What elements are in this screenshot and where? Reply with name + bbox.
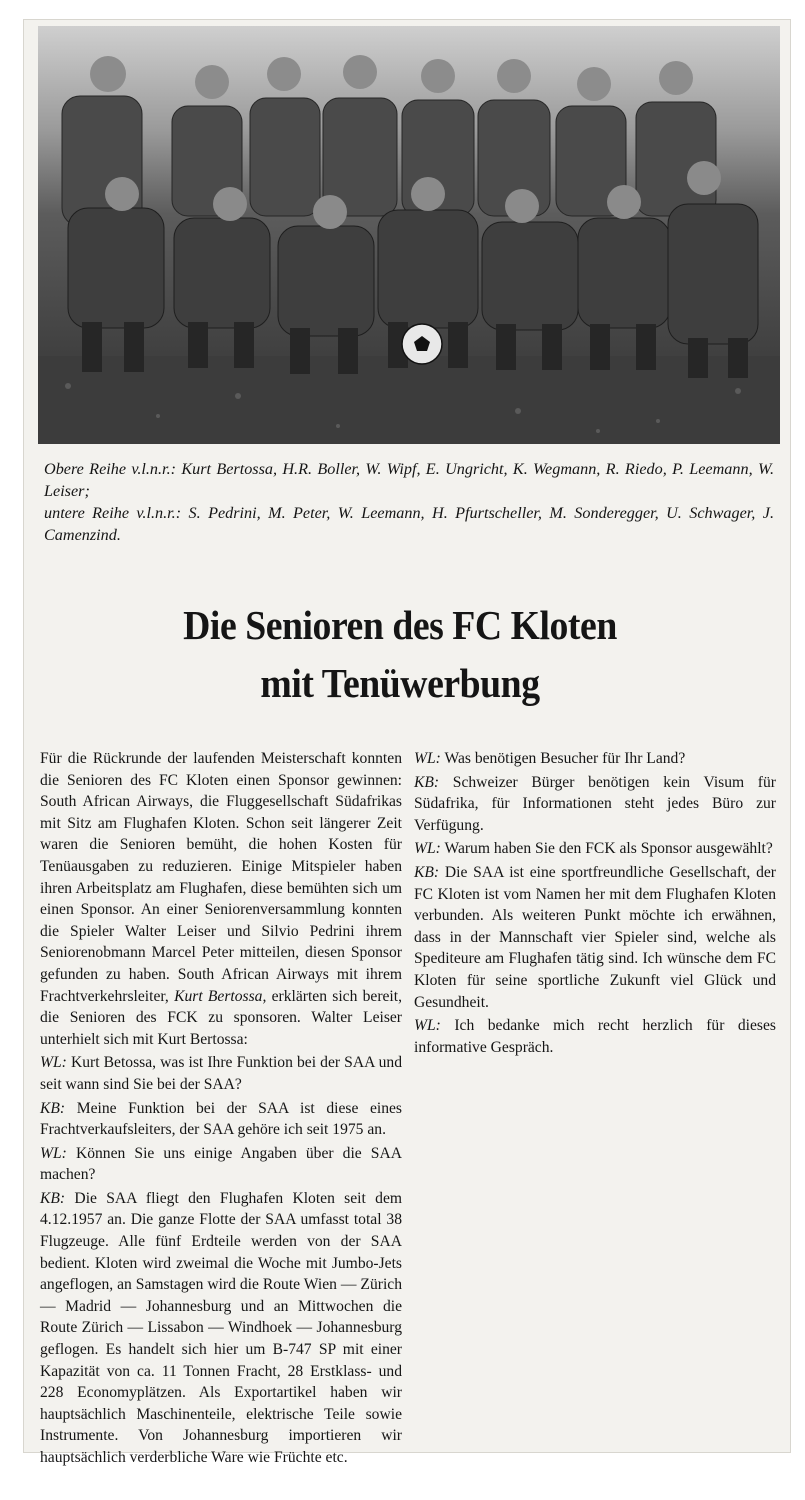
speaker-kb: KB: (414, 863, 440, 881)
article-column-right (414, 748, 776, 1060)
headline (69, 596, 731, 712)
question-text: Was benötigen Besucher für Ihr Land? (440, 750, 686, 767)
intro-paragraph (40, 748, 402, 1050)
answer-3 (414, 772, 776, 837)
headline-line-2: mit Tenüwerbung (260, 660, 540, 706)
caption-bottom-row: untere Reihe v.l.n.r.: S. Pedrini, M. Peter, W. Leemann, H. Pfurtscheller, M. Sonderegger, U. Schwager, J. Camenzind. (44, 504, 774, 544)
caption-top-row: Obere Reihe v.l.n.r.: Kurt Bertossa, H.R. Boller, W. Wipf, E. Ungricht, K. Wegmann, R. Riedo, P. Leemann, W. Leiser; (44, 460, 774, 500)
article-column-left (40, 748, 402, 1471)
answer-text: Schweizer Bürger benötigen kein Visum für Südafrika, für Informationen steht jedes Büro zur Verfügung. (414, 773, 776, 834)
question-text: Ich bedanke mich recht herzlich für dieses informative Gespräch. (414, 1017, 776, 1056)
speaker-wl: WL: (40, 1054, 67, 1072)
photo-caption (44, 458, 774, 546)
team-photo (38, 26, 780, 444)
answer-2 (40, 1188, 402, 1469)
question-3 (414, 748, 776, 770)
question-2 (40, 1143, 402, 1186)
answer-text: Die SAA fliegt den Flughafen Kloten seit dem 4.12.1957 an. Die ganze Flotte der SAA umfasst total 38 Flugzeuge. Alle fünf Erdteile werden von der SAA bedient. Kloten wird zweimal die Woche mit Jumbo-Jets angeflogen, an Samstagen wird die Route Wien — Zürich — Madrid — Johannesburg und an Mittwochen die Route Zürich — Lissabon — Windhoek — Johannesburg geflogen. Es handelt sich hier um B-747 SP mit einer Kapazität von ca. 11 Tonnen Fracht, 28 Erstklass- und 228 Economyplätzen. Als Exportartikel haben wir hauptsächlich Maschinenteile, elektrische Teile sowie Instrumente. Von Johannesburg importieren wir hauptsächlich verderbliche Ware wie Früchte etc. (40, 1189, 402, 1466)
speaker-kb: KB: (414, 773, 440, 791)
answer-1 (40, 1098, 402, 1141)
intro-name: Kurt Bertossa, (174, 987, 267, 1005)
answer-4 (414, 862, 776, 1013)
answer-text: Meine Funktion bei der SAA ist diese eines Frachtverkaufsleiters, der SAA gehöre ich seit 1975 an. (40, 1099, 402, 1139)
question-1 (40, 1052, 402, 1095)
speaker-kb: KB: (40, 1099, 66, 1117)
headline-line-1: Die Senioren des FC Kloten (183, 602, 617, 648)
intro-text: Für die Rückrunde der laufenden Meisterschaft konnten die Senioren des FC Kloten einen Sponsor gewinnen: South African Airways, die Fluggesellschaft Südafrikas mit Sitz am Flughafen Kloten. Schon seit längerer Zeit waren die Senioren bemüht, die hohen Kosten für Tenüausgaben zu reduzieren. Einige Mitspieler haben ihren Arbeitsplatz am Flughafen, diese bemühten sich um einen Sponsor. An einer Seniorenversammlung konnten die Spieler Walter Leiser und Silvio Pedrini ihrem Seniorenobmann Marcel Peter mitteilen, diesen Sponsor gefunden zu haben. South African Airways mit ihrem Frachtverkehrsleiter, (40, 750, 402, 1005)
question-4 (414, 838, 776, 860)
question-text: Können Sie uns einige Angaben über die SAA machen? (40, 1144, 402, 1184)
speaker-wl: WL: (40, 1144, 67, 1162)
speaker-kb: KB: (40, 1189, 66, 1207)
intro-text-end: erklärten sich bereit, die Senioren des FCK zu sponsoren. Walter Leiser unterhielt sich mit Kurt Bertossa: (40, 987, 402, 1048)
question-text: Kurt Betossa, was ist Ihre Funktion bei der SAA und seit wann sind Sie bei der SAA? (40, 1054, 402, 1093)
question-5 (414, 1015, 776, 1058)
answer-text: Die SAA ist eine sportfreundliche Gesellschaft, der FC Kloten ist vom Namen her mit dem Flughafen Kloten verbunden. Als weiteren Punkt möchte ich erwähnen, dass in der Mannschaft vier Spieler sind, welche als Spediteure am Flughafen tätig sind. Ich wünsche dem FC Kloten für seine sportliche Zukunft viel Glück und Gesundheit. (414, 863, 776, 1011)
speaker-wl: WL: (414, 1017, 441, 1035)
question-text: Warum haben Sie den FCK als Sponsor ausgewählt? (440, 840, 773, 858)
speaker-wl: WL: (414, 750, 441, 767)
speaker-wl: WL: (414, 840, 441, 858)
